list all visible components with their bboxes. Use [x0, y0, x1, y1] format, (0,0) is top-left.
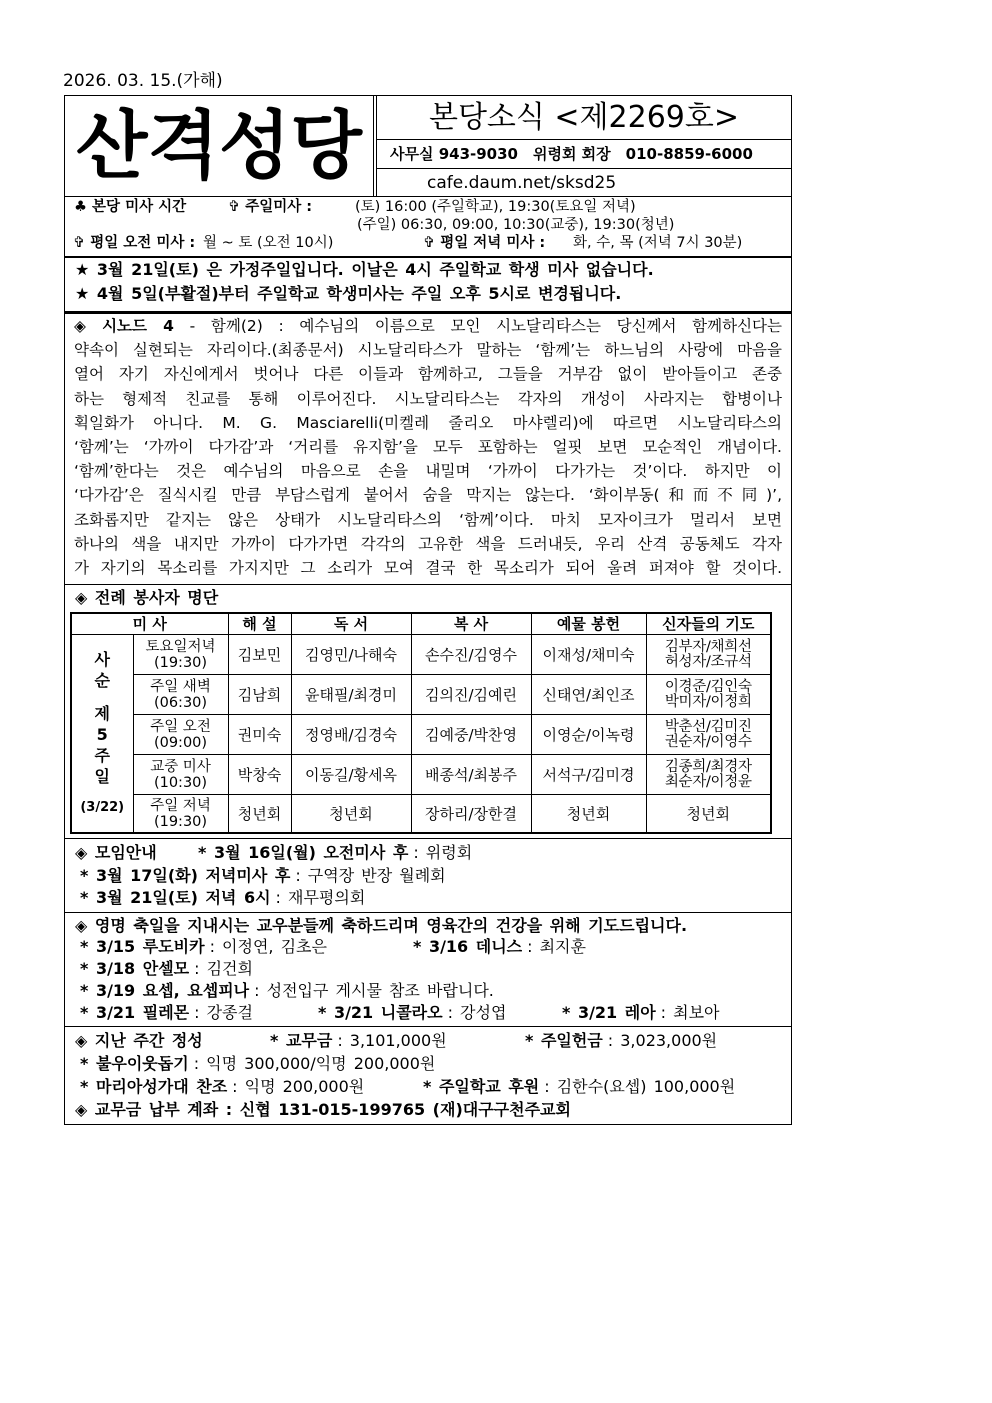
column-header-offering: 예물 봉헌 — [531, 613, 646, 635]
contact-line — [377, 139, 791, 168]
meeting-item — [198, 842, 472, 864]
prayers-cell: 청년회 — [646, 795, 771, 834]
feast-names: : 강성엽 — [447, 1003, 507, 1022]
offering-amount: : 3,101,000원 — [337, 1031, 447, 1050]
offering-amount: : 익명 300,000/익명 200,000원 — [193, 1054, 436, 1073]
feast-item — [80, 980, 494, 1002]
mass-times-title: ♣ 본당 미사 시간 — [74, 199, 187, 215]
offering-cell: 서석구/김미경 — [531, 755, 646, 795]
feast-saint: * 3/16 데니스 — [413, 937, 523, 956]
article-line: 획일화가 아니다. M. G. Masciarelli(미켈레 줄리오 마샤렐리)에 따르면 시노달리타스의 — [74, 413, 782, 432]
feast-names: : 김건희 — [194, 959, 253, 978]
offering-label: * 교무금 — [270, 1031, 333, 1050]
article-line: 약속이 실현되는 자리이다.(최종문서) 시노달리타스가 말하는 ‘함께’는 하느님의 사랑에 마음을 — [74, 341, 782, 360]
commentator-cell: 김남희 — [228, 675, 291, 715]
offering-item — [423, 1076, 735, 1098]
meeting-what: : 구역장 반장 월례회 — [295, 866, 446, 885]
feast-saint: * 3/15 루도비카 — [80, 937, 205, 956]
synod-article — [64, 313, 792, 585]
column-header-prayers: 신자들의 기도 — [646, 613, 771, 635]
feast-item — [413, 936, 586, 958]
prayers-cell — [646, 715, 771, 755]
feast-names: : 강종걸 — [194, 1003, 253, 1022]
reading-cell: 윤태필/최경미 — [291, 675, 411, 715]
feast-saint: * 3/21 필레몬 — [80, 1003, 190, 1022]
mass-time: (19:30) — [153, 654, 208, 671]
feast-names: : 최보아 — [660, 1003, 720, 1022]
mass-time: (19:30) — [153, 813, 208, 830]
sunday-date: (3/22) — [80, 800, 125, 815]
offering-item — [270, 1030, 447, 1052]
prayers-cell — [646, 635, 771, 675]
feast-title: ◈ 영명 축일을 지내시는 교우분들께 축하드리며 영육간의 건강을 위해 기도드립니다. — [75, 916, 688, 935]
sunday-mass-saturday: (토) 16:00 (주일학교), 19:30(토요일 저녁) — [355, 199, 636, 215]
liturgy-roster-table — [70, 612, 772, 834]
article-line: ‘함께’한다는 것은 예수님의 마음으로 손을 내밀며 ‘가까이 다가가는 것’이다. 하지만 이 — [74, 462, 782, 481]
liturgy-roster-title: ◈ 전례 봉사자 명단 — [75, 588, 219, 607]
office-phone: 사무실 943-9030 — [390, 145, 518, 163]
table-header-row — [71, 613, 771, 635]
masthead-info — [376, 96, 791, 196]
mass-time: (10:30) — [153, 774, 208, 791]
table-row — [71, 635, 771, 675]
memorial-society-label: 위령회 회장 — [532, 145, 611, 163]
meeting-item — [80, 887, 365, 909]
server-cell: 김의진/김예린 — [411, 675, 531, 715]
article-line — [74, 314, 782, 338]
server-cell: 손수진/김영수 — [411, 635, 531, 675]
commentator-cell: 박창숙 — [228, 755, 291, 795]
offering-cell: 청년회 — [531, 795, 646, 834]
prayer-readers: 김부자/채희선 — [664, 638, 752, 655]
commentator-cell: 권미숙 — [228, 715, 291, 755]
sunday-label-char: 사 — [94, 650, 110, 669]
mass-time-cell — [133, 715, 228, 755]
offering-cell: 이영순/이녹령 — [531, 715, 646, 755]
prayer-readers: 김종희/최경자 — [664, 758, 752, 775]
feast-item — [80, 958, 253, 980]
server-cell: 장하리/장한결 — [411, 795, 531, 834]
feast-names: : 이정연, 김초은 — [209, 937, 327, 956]
sunday-label — [72, 649, 133, 818]
prayers-cell — [646, 755, 771, 795]
feast-item — [562, 1002, 720, 1024]
meeting-when: * 3월 17일(화) 저녁미사 후 — [80, 866, 291, 885]
feast-item — [80, 1002, 253, 1024]
server-cell: 김예중/박찬영 — [411, 715, 531, 755]
offering-label: * 주일헌금 — [525, 1031, 603, 1050]
mass-name: 토요일저녁 — [145, 638, 216, 655]
offering-label: * 마리아성가대 찬조 — [80, 1077, 228, 1096]
mass-name: 교중 미사 — [150, 758, 211, 775]
server-cell: 배종석/최봉주 — [411, 755, 531, 795]
sunday-label-char: 순 — [94, 671, 110, 690]
notice-item: ★ 4월 5일(부활절)부터 주일학교 학생미사는 주일 오후 5시로 변경됩니다. — [75, 284, 622, 303]
notice-item: ★ 3월 21일(토) 은 가정주일입니다. 이날은 4시 주일학교 학생 미사 없습니다. — [75, 260, 654, 279]
reading-cell: 김영민/나해숙 — [291, 635, 411, 675]
offering-amount: : 김한수(요셉) 100,000원 — [544, 1077, 736, 1096]
parish-name: 산격성당 — [65, 96, 374, 196]
offering-item — [525, 1030, 717, 1052]
mass-time: (06:30) — [153, 694, 208, 711]
table-row — [71, 715, 771, 755]
table-row — [71, 755, 771, 795]
meeting-when: * 3월 21일(토) 저녁 6시 — [80, 888, 271, 907]
mass-time-cell — [133, 795, 228, 834]
sunday-label-char: 제 — [94, 704, 110, 723]
feast-day-notice — [64, 912, 792, 1027]
mass-time-cell — [133, 755, 228, 795]
sunday-mass-sunday: (주일) 06:30, 09:00, 10:30(교중), 19:30(청년) — [357, 217, 675, 233]
commentator-cell: 김보민 — [228, 635, 291, 675]
offering-cell: 신태연/최인조 — [531, 675, 646, 715]
reading-cell: 청년회 — [291, 795, 411, 834]
meeting-what: : 재무평의회 — [275, 888, 366, 907]
weekday-morning-label: ✞ 평일 오전 미사 : — [73, 235, 196, 251]
prayers-cell — [646, 675, 771, 715]
prayer-readers: 박미자/이정희 — [664, 693, 752, 710]
sunday-label-char: 5 — [96, 725, 108, 744]
offering-amount: : 익명 200,000원 — [232, 1077, 365, 1096]
feast-item — [318, 1002, 506, 1024]
offering-amount: : 3,023,000원 — [607, 1031, 718, 1050]
reading-cell: 이동길/황세옥 — [291, 755, 411, 795]
feast-saint: * 3/21 니콜라오 — [318, 1003, 443, 1022]
mass-name: 주일 새벽 — [150, 678, 211, 695]
issue-date: 2026. 03. 15.(가해) — [63, 71, 223, 91]
article-line: 조화롭지만 같지는 않은 상태가 시노달리타스의 ‘함께’이다. 마치 모자이크가 멀리서 보면 — [74, 510, 782, 529]
sunday-mass-label: ✞ 주일미사 : — [228, 199, 313, 215]
article-line: 열어 자기 자신에게서 벗어나 다른 이들과 함께하고, 그들을 거부감 없이 받아들이고 존중 — [74, 365, 782, 384]
bank-account-line: ◈ 교무금 납부 계좌 : 신협 131-015-199765 (재)대구구천주교회 — [75, 1100, 571, 1119]
weekday-evening-label: ✞ 평일 저녁 미사 : — [423, 235, 546, 251]
column-header-server: 복 사 — [411, 613, 531, 635]
sunday-label-char: 일 — [94, 767, 110, 786]
commentator-cell: 청년회 — [228, 795, 291, 834]
mass-time-cell — [133, 675, 228, 715]
bulletin-title: 본당소식 <제2269호> — [428, 100, 740, 135]
table-row — [71, 795, 771, 834]
prayer-readers: 이경준/김인숙 — [664, 678, 752, 695]
prayer-readers: 박춘선/김미진 — [664, 718, 752, 735]
cafe-address: cafe.daum.net/sksd25 — [377, 168, 791, 197]
offering-label: * 불우이웃돕기 — [80, 1054, 189, 1073]
mass-name: 주일 오전 — [150, 718, 211, 735]
feast-names: : 최지훈 — [527, 937, 586, 956]
weekday-morning-times: 월 ~ 토 (오전 10시) — [203, 235, 334, 251]
feast-saint: * 3/18 안셀모 — [80, 959, 190, 978]
column-header-commentator: 해 설 — [228, 613, 291, 635]
meeting-notice — [64, 838, 792, 913]
article-line: 가 자기의 목소리를 가지지만 그 소리가 모여 결국 한 목소리가 되어 울려 퍼져야 할 것이다. — [74, 558, 782, 577]
article-text: - 함께(2) : 예수님의 이름으로 모인 시노달리타스는 당신께서 함께하신다는 — [189, 317, 782, 335]
article-line: 하는 형제적 친교를 통해 이루어진다. 시노달리타스는 각자의 개성이 사라지는 합병이나 — [74, 389, 782, 408]
column-header-mass: 미 사 — [71, 613, 228, 635]
mass-times — [64, 196, 792, 257]
feast-saint: * 3/19 요셉, 요셉피나 — [80, 981, 250, 1000]
table-row — [71, 675, 771, 715]
sunday-label-cell — [71, 635, 133, 834]
meeting-when: * 3월 16일(월) 오전미사 후 — [198, 843, 409, 862]
offering-title: ◈ 지난 주간 정성 — [75, 1031, 203, 1050]
prayer-readers: 최순자/이정윤 — [664, 773, 752, 790]
column-header-reading: 독 서 — [291, 613, 411, 635]
reading-cell: 정영배/김경숙 — [291, 715, 411, 755]
feast-item — [80, 936, 327, 958]
memorial-society-phone: 010-8859-6000 — [625, 145, 753, 163]
liturgy-roster — [64, 584, 792, 839]
weekday-evening-times: 화, 수, 목 (저녁 7시 30분) — [573, 235, 743, 251]
offering-report — [64, 1026, 792, 1125]
offering-item — [80, 1053, 435, 1075]
prayer-readers: 허성자/조규석 — [664, 653, 752, 670]
article-line: ‘다가감’은 질식시킬 만큼 부담스럽게 붙어서 숨을 막지는 않는다. ‘화이부동(和而不同)’, — [74, 486, 782, 505]
notices — [64, 256, 792, 313]
article-heading: ◈ 시노드 4 — [74, 317, 174, 335]
prayer-readers: 권순자/이영수 — [664, 733, 752, 750]
article-line: ‘함께’는 ‘가까이 다가감’과 ‘거리를 유지함’을 모두 포함하는 얼핏 보면 모순적인 개념이다. — [74, 437, 782, 456]
meeting-title: ◈ 모임안내 — [75, 843, 157, 862]
offering-item — [80, 1076, 364, 1098]
mass-name: 주일 저녁 — [150, 797, 211, 814]
masthead — [64, 95, 792, 197]
meeting-item — [80, 865, 446, 887]
feast-saint: * 3/21 레아 — [562, 1003, 656, 1022]
offering-label: * 주일학교 후원 — [423, 1077, 540, 1096]
mass-time-cell — [133, 635, 228, 675]
mass-time: (09:00) — [153, 734, 208, 751]
feast-names: : 성전입구 게시물 참조 바랍니다. — [254, 981, 494, 1000]
article-line: 하나의 색을 내지만 가까이 다가가면 각각의 고유한 색을 드러내듯, 우리 산격 공동체도 각자 — [74, 534, 782, 553]
offering-cell: 이재성/채미숙 — [531, 635, 646, 675]
meeting-what: : 위령회 — [413, 843, 473, 862]
sunday-label-char: 주 — [94, 746, 110, 765]
